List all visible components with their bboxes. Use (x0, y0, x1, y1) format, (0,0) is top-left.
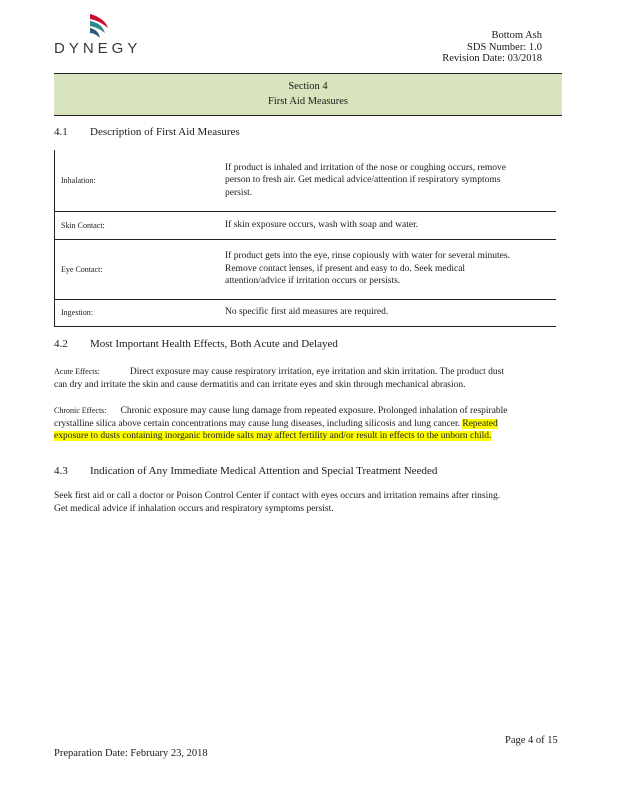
subsection-4-1-heading (54, 126, 554, 140)
revision-date: Revision Date: 03/2018 (442, 53, 542, 64)
row-label: Eye Contact: (55, 239, 226, 299)
table-row (55, 239, 557, 299)
subsection-number: 4.1 (54, 126, 68, 138)
preparation-date: Preparation Date: February 23, 2018 (54, 748, 208, 759)
first-aid-table (54, 150, 556, 327)
subsection-title: Description of First Aid Measures (90, 126, 240, 138)
subsection-4-3-text: Seek first aid or call a doctor or Poison Control Center if contact with eyes occurs and irritation remains after rinsing. Get medical advice if inhalation occurs and respiratory symptoms persist. (54, 491, 501, 514)
subsection-number: 4.2 (54, 338, 68, 350)
subsection-4-2-heading (54, 338, 554, 352)
acute-effects-label: Acute Effects: (54, 367, 100, 376)
section-subtitle: First Aid Measures (268, 96, 348, 107)
subsection-title: Indication of Any Immediate Medical Attention and Special Treatment Needed (90, 465, 438, 477)
row-label: Ingestion: (55, 299, 226, 326)
product-name: Bottom Ash (491, 30, 542, 41)
row-text: If product gets into the eye, rinse copiously with water for several minutes. Remove contact lenses, if present and easy to do. Seek medical attention/advice if irritation occurs or persists. (225, 239, 556, 299)
table-row (55, 150, 557, 211)
subsection-title: Most Important Health Effects, Both Acute and Delayed (90, 338, 338, 350)
acute-effects-paragraph (54, 366, 512, 391)
row-text: If product is inhaled and irritation of the nose or coughing occurs, remove person to fresh air. Get medical advice/attention if respiratory symptoms persist. (225, 150, 556, 211)
sds-number: SDS Number: 1.0 (467, 41, 542, 53)
subsection-4-3-heading (54, 465, 574, 479)
chronic-effects-highlight: Repeated exposure to dusts containing inorganic bromide salts may affect fertility and/or result in effects to the unborn child. (54, 418, 498, 441)
chronic-effects-text: Chronic exposure may cause lung damage from repeated exposure. Prolonged inhalation of respirable crystalline silica above certain concentrations may cause lung diseases, including silicosis and lung cancer. (54, 406, 508, 429)
subsection-number: 4.3 (54, 465, 68, 477)
dynegy-logo-icon (88, 12, 110, 40)
row-label: Skin Contact: (55, 211, 226, 239)
document-header (442, 30, 542, 65)
logo-text: DYNEGY (54, 40, 142, 57)
row-label: Inhalation: (55, 150, 226, 211)
page-number: Page 4 of 15 (505, 735, 558, 746)
chronic-effects-label: Chronic Effects: (54, 406, 107, 415)
acute-effects-text: Direct exposure may cause respiratory irritation, eye irritation and skin irritation. The product dust can dry and irritate the skin and cause dermatitis and can irritate eyes and skin through mechanical abrasion. (54, 367, 505, 390)
section-banner (54, 73, 562, 116)
chronic-effects-paragraph (54, 405, 514, 443)
table-row (55, 211, 557, 239)
section-title: Section 4 (288, 81, 328, 92)
row-text: No specific first aid measures are required. (225, 299, 556, 326)
row-text: If skin exposure occurs, wash with soap and water. (225, 211, 556, 239)
table-row (55, 299, 557, 326)
